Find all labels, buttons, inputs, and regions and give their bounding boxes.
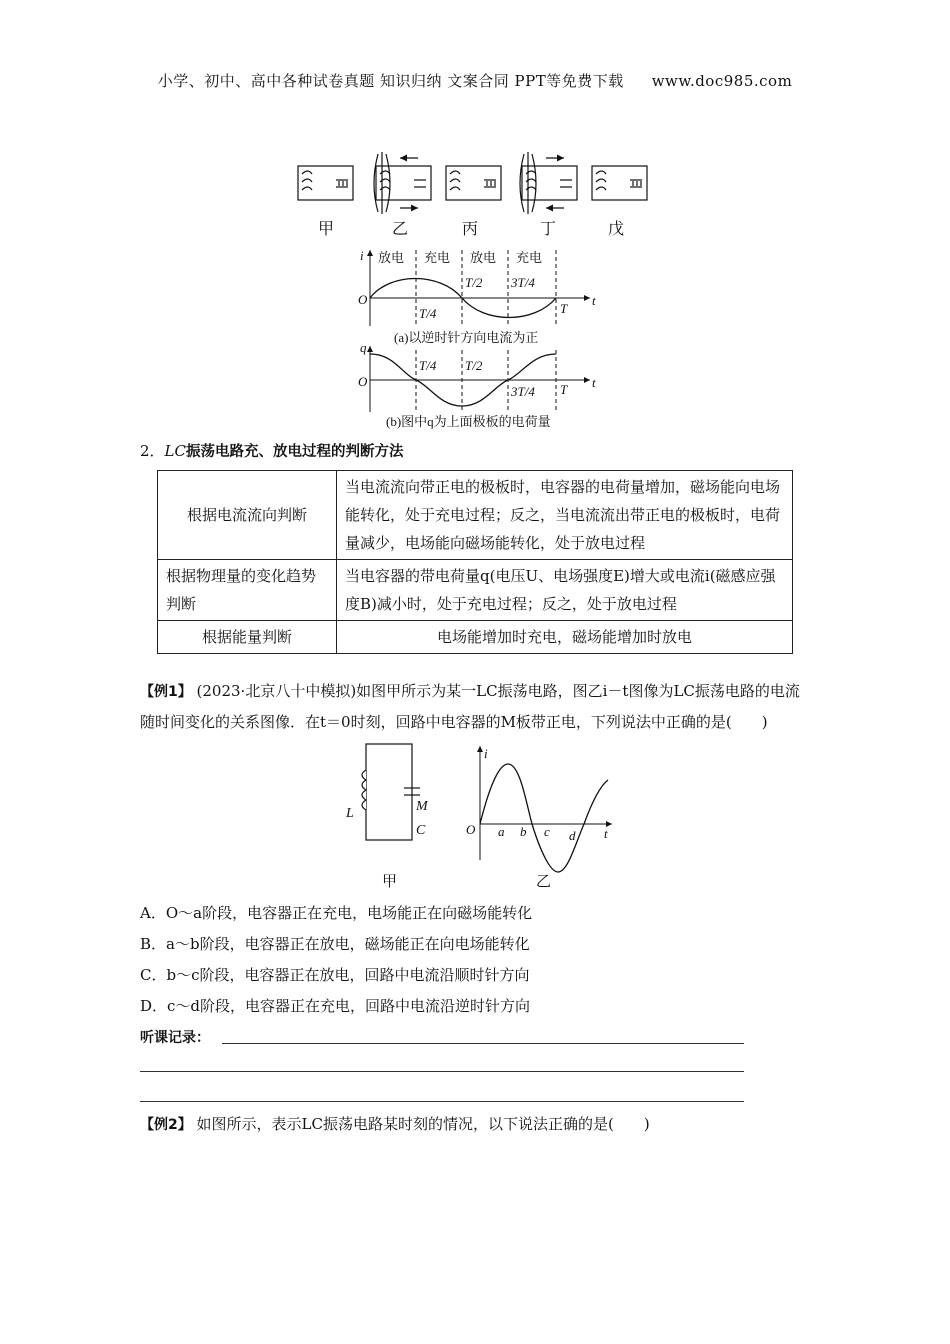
table-row [158, 621, 793, 654]
fig-label-jia: 甲 [382, 874, 398, 890]
section-number: 2． [140, 442, 165, 460]
graph-b-x: t [592, 375, 596, 390]
label-L: L [346, 806, 354, 821]
graph-a-tick-2: T/2 [465, 275, 483, 290]
graph-b-tick-1: T/4 [419, 358, 437, 373]
example1-stem [140, 676, 812, 737]
graph-b-tick-3: 3T/4 [511, 384, 535, 399]
point-c: c [544, 824, 550, 839]
graph-b [370, 346, 590, 412]
option-d: D．c～d阶段，电容器正在充电，回路中电流沿逆时针方向 [140, 997, 531, 1015]
table-value: 当电容器的带电荷量q(电压U、电场强度E)增大或电流i(磁感应强度B)减小时，处于充电过程；反之，处于放电过程 [337, 560, 793, 621]
stage-1: 放电 [378, 250, 405, 265]
example2-tag: 【例2】 [140, 1117, 192, 1133]
page-header [0, 70, 950, 91]
i-t-graph [480, 746, 612, 872]
record-label-text: 听课记录： [140, 1030, 210, 1046]
example2-text: 如图所示，表示LC振荡电路某时刻的情况，以下说法正确的是( ) [196, 1115, 650, 1133]
stage-3: 放电 [470, 250, 497, 265]
circuit-bing [446, 166, 501, 200]
table-value: 电场能增加时充电，磁场能增加时放电 [337, 621, 793, 654]
graph-b-caption: (b)图中q为上面极板的电荷量 [386, 414, 551, 429]
record-line[interactable] [140, 1101, 744, 1102]
example1-tag: 【例1】 [140, 684, 192, 700]
graph-b-origin: O [358, 374, 368, 389]
table-row [158, 471, 793, 560]
graph-x: t [604, 826, 608, 841]
graph-b-tick-4: T [560, 382, 568, 397]
judgment-table [157, 470, 793, 654]
option-a: A．O～a阶段，电容器正在充电，电场能正在向磁场能转化 [140, 904, 533, 922]
record-line[interactable] [140, 1071, 744, 1072]
graph-y: i [484, 746, 488, 761]
header-text: 小学、初中、高中各种试卷真题 知识归纳 文案合同 PPT等免费下载 [157, 72, 624, 90]
label-bing: 丙 [462, 221, 479, 238]
example2-stem [140, 1109, 812, 1140]
table-value: 当电流流向带正电的极板时，电容器的电荷量增加，磁场能向电场能转化，处于充电过程；反之，当电流流出带正电的极板时，电荷量减少，电场能向磁场能转化，处于放电过程 [337, 471, 793, 560]
lc-oscillation-figure [290, 150, 670, 432]
table-key: 根据能量判断 [158, 621, 337, 654]
record-line[interactable] [222, 1043, 744, 1044]
graph-a-origin: O [358, 292, 368, 307]
circuit-jia [298, 166, 353, 200]
stage-2: 充电 [424, 250, 451, 265]
table-key: 根据物理量的变化趋势判断 [158, 560, 337, 621]
label-wu: 戊 [608, 221, 625, 238]
label-M: M [416, 799, 428, 814]
example1-text: (2023·北京八十中模拟)如图甲所示为某一LC振荡电路，图乙i－t图像为LC振荡电路的电流随时间变化的关系图像．在t＝0时刻，回路中电容器的M板带正电，下列说法中正确的是( ) [140, 682, 800, 731]
graph-a-tick-1: T/4 [419, 306, 437, 321]
record-label [140, 1027, 210, 1047]
circuit-yi [374, 152, 431, 214]
option-c: C．b～c阶段，电容器正在放电，回路中电流沿顺时针方向 [140, 966, 530, 984]
circuit-wu [592, 166, 647, 200]
section-title: 振荡电路充、放电过程的判断方法 [186, 444, 404, 460]
graph-origin: O [466, 822, 476, 837]
graph-b-y: q [360, 340, 367, 355]
fig-label-yi: 乙 [536, 874, 552, 890]
lc-circuit [362, 744, 420, 840]
graph-a-y: i [360, 248, 364, 263]
label-C: C [416, 823, 426, 838]
circuit-ding [520, 152, 577, 214]
label-yi: 乙 [392, 221, 409, 238]
point-b: b [520, 824, 527, 839]
header-site: www.doc985.com [651, 72, 793, 90]
graph-a-caption: (a)以逆时针方向电流为正 [394, 330, 539, 345]
graph-a-tick-3: 3T/4 [511, 275, 535, 290]
graph-b-tick-2: T/2 [465, 358, 483, 373]
table-key: 根据电流流向判断 [158, 471, 337, 560]
point-d: d [569, 828, 576, 843]
graph-a-x: t [592, 293, 596, 308]
section-heading [140, 440, 404, 461]
table-row [158, 560, 793, 621]
graph-a-tick-4: T [560, 301, 568, 316]
stage-4: 充电 [516, 250, 543, 265]
section-title-pre: LC [164, 442, 186, 460]
example1-figure [338, 742, 618, 892]
point-a: a [498, 824, 505, 839]
label-ding: 丁 [540, 221, 557, 238]
label-jia: 甲 [318, 221, 335, 238]
option-b: B．a～b阶段，电容器正在放电，磁场能正在向电场能转化 [140, 935, 530, 953]
